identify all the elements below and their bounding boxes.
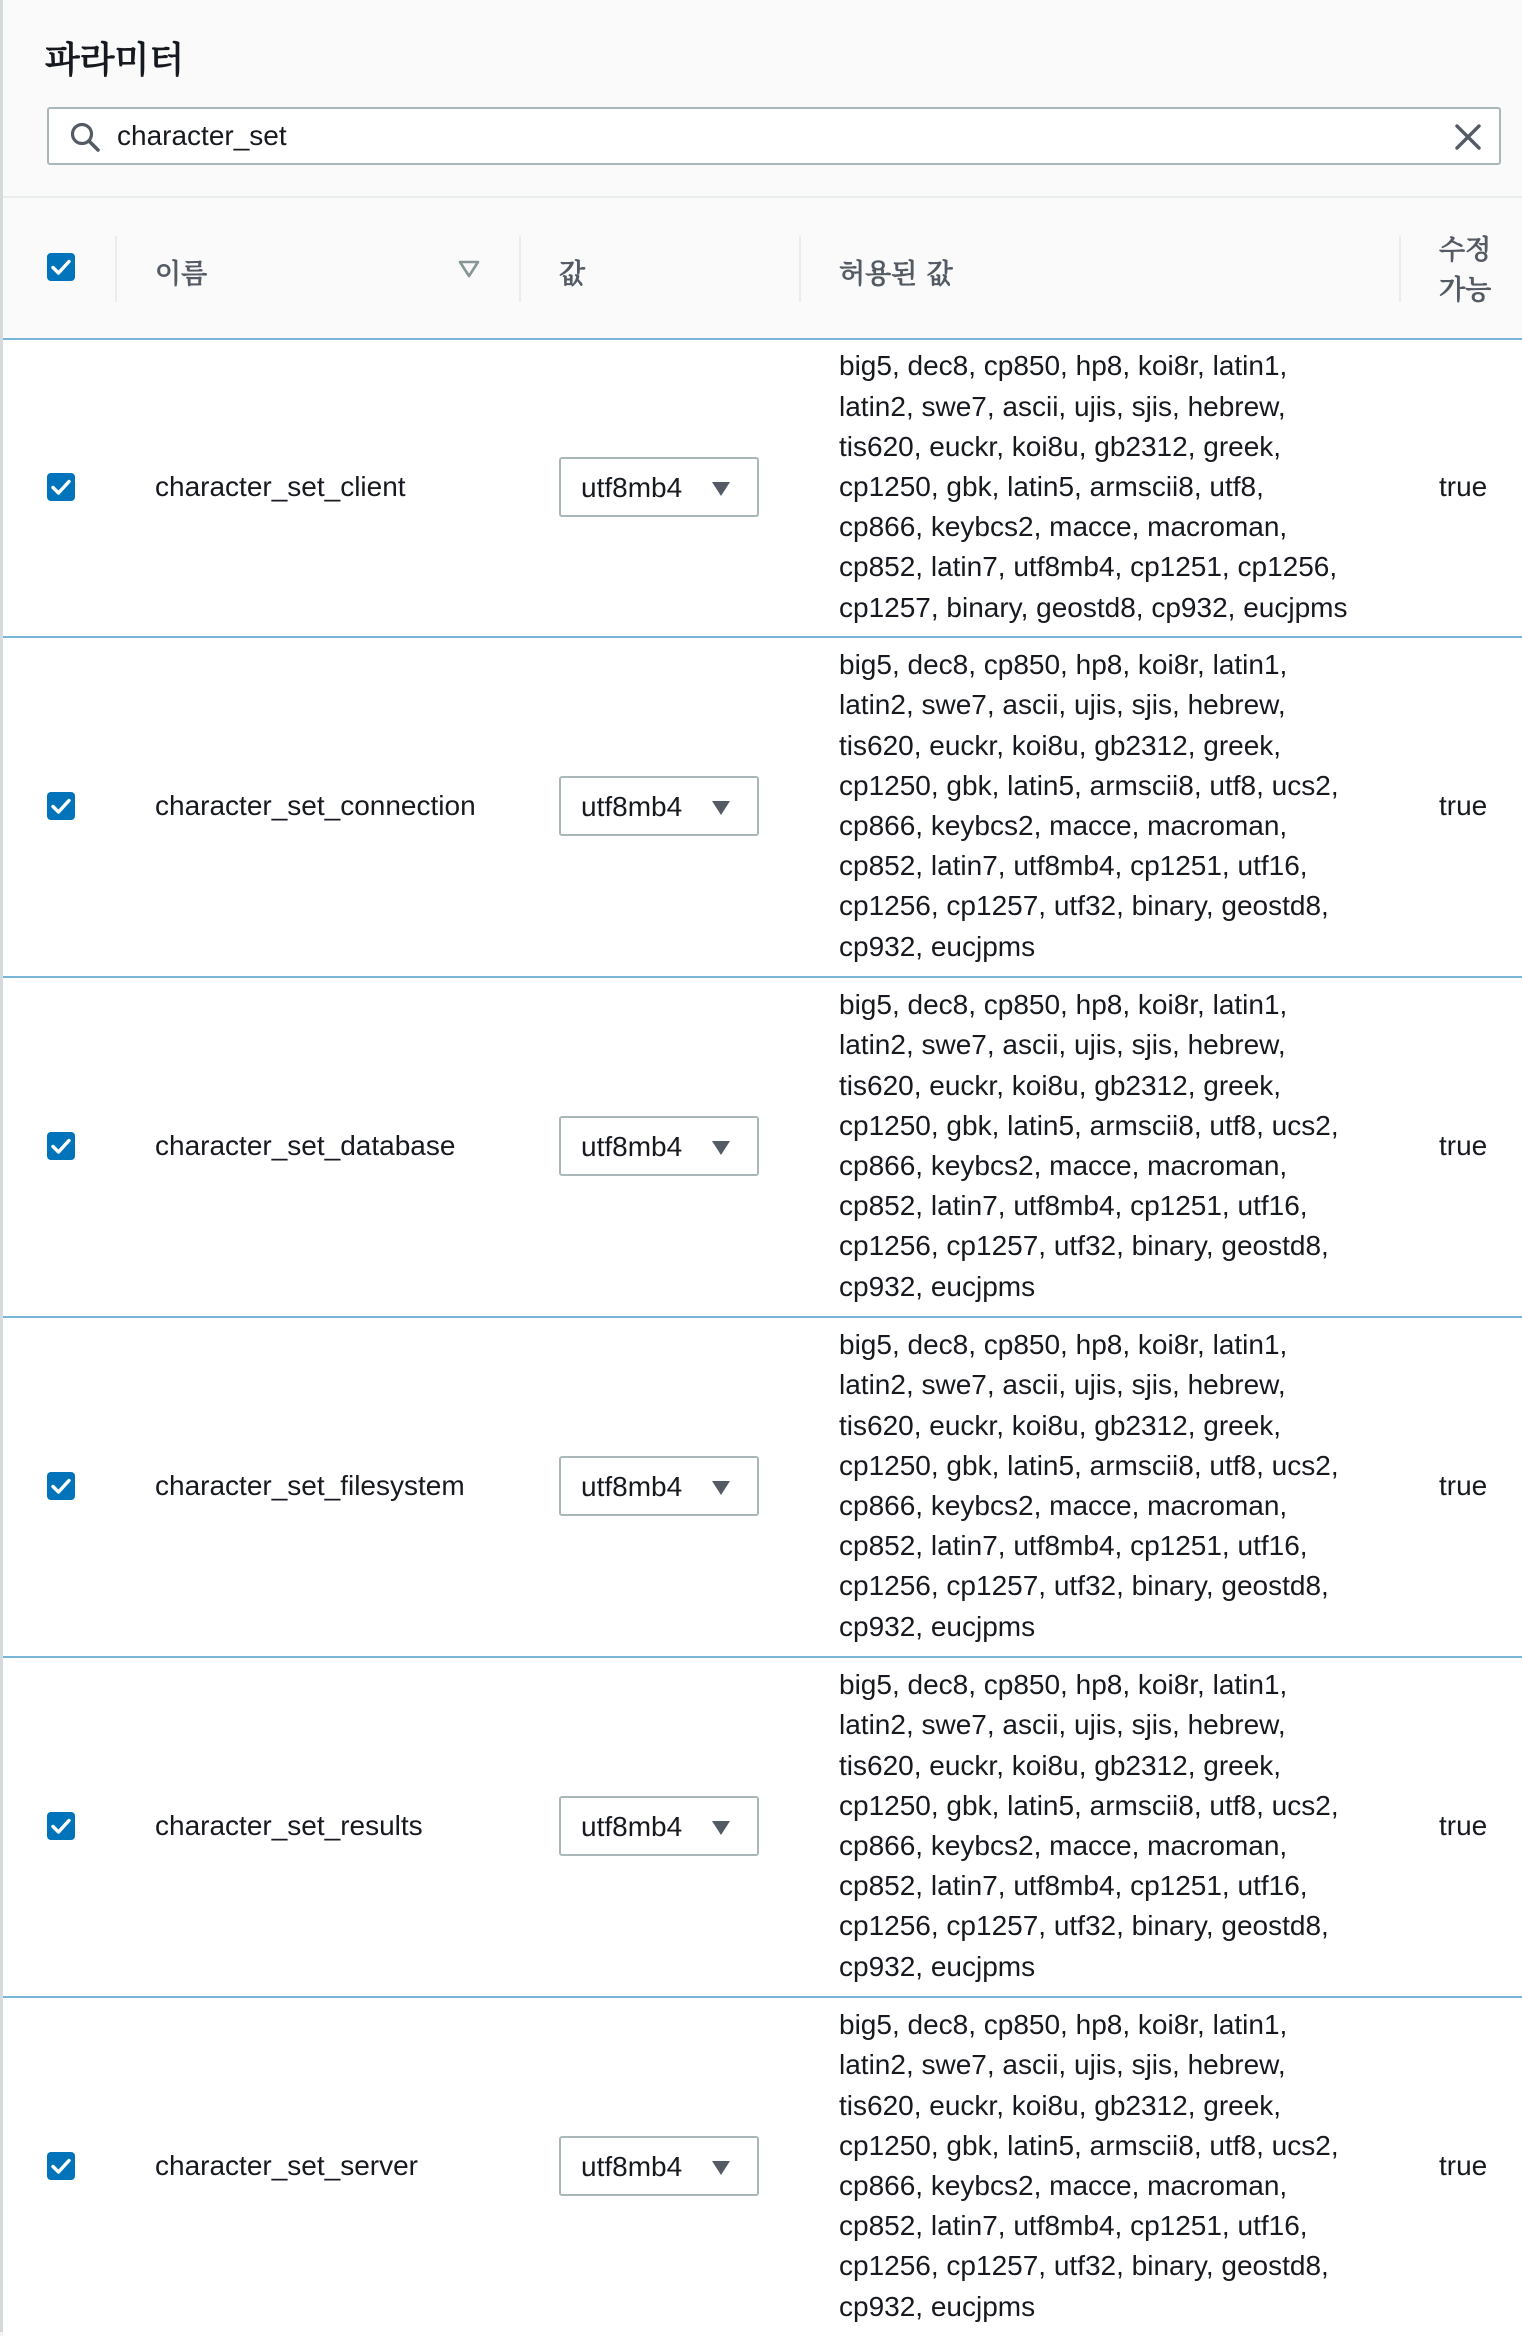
allowed-values-line: cp932, eucjpms <box>839 1610 1036 1642</box>
allowed-values-line: cp866, keybcs2, macce, macroman, <box>839 1150 1288 1181</box>
search-field[interactable] <box>47 107 1501 165</box>
allowed-values-line: cp852, latin7, utf8mb4, cp1251, utf16, <box>839 1190 1308 1222</box>
allowed-values-line: cp1256, cp1257, utf32, binary, geostd8, <box>839 1230 1329 1262</box>
value-select[interactable] <box>559 457 759 517</box>
table-row[interactable] <box>3 1996 1522 2336</box>
allowed-values-line: cp932, eucjpms <box>839 1950 1036 1982</box>
caret-down-icon <box>711 2160 731 2176</box>
allowed-values-line: tis620, euckr, koi8u, gb2312, greek, <box>839 1749 1282 1781</box>
allowed-values-line: latin2, swe7, ascii, ujis, sjis, hebrew, <box>839 1709 1286 1741</box>
allowed-values-line: tis620, euckr, koi8u, gb2312, greek, <box>839 1069 1282 1101</box>
caret-down-icon <box>711 481 731 497</box>
allowed-values-line: latin2, swe7, ascii, ujis, sjis, hebrew, <box>839 689 1286 721</box>
allowed-values-line: cp866, keybcs2, macce, macroman, <box>839 1830 1288 1861</box>
check-icon <box>47 2152 75 2180</box>
allowed-values-line: big5, dec8, cp850, hp8, koi8r, latin1, <box>839 1669 1288 1701</box>
allowed-values-line: cp932, eucjpms <box>839 930 1036 962</box>
allowed-values <box>839 346 1379 627</box>
table-header <box>3 198 1522 340</box>
column-header-value: 값 <box>559 259 586 290</box>
select-value: utf8mb4 <box>581 1471 683 1502</box>
modifiable-value: true <box>1439 790 1488 821</box>
panel-header <box>3 0 1522 198</box>
value-select[interactable] <box>559 2136 759 2196</box>
allowed-values-line: cp1256, cp1257, utf32, binary, geostd8, <box>839 1910 1329 1942</box>
select-value: utf8mb4 <box>581 1131 683 1162</box>
search-input[interactable] <box>117 117 1417 155</box>
check-icon <box>47 1812 75 1840</box>
select-value: utf8mb4 <box>581 472 683 503</box>
allowed-values <box>839 1665 1379 1987</box>
allowed-values <box>839 1325 1379 1647</box>
check-icon <box>47 792 75 820</box>
column-divider <box>519 236 521 302</box>
allowed-values-line: cp852, latin7, utf8mb4, cp1251, utf16, <box>839 2210 1308 2242</box>
row-checkbox[interactable] <box>47 1812 75 1840</box>
sort-descending-icon[interactable] <box>458 258 480 280</box>
allowed-values-line: big5, dec8, cp850, hp8, koi8r, latin1, <box>839 649 1288 681</box>
caret-down-icon <box>711 1140 731 1156</box>
allowed-values-line: cp852, latin7, utf8mb4, cp1251, cp1256, <box>839 551 1338 583</box>
allowed-values-line: cp932, eucjpms <box>839 1270 1036 1302</box>
table-row[interactable] <box>3 636 1522 976</box>
select-all-checkbox[interactable] <box>47 253 75 281</box>
check-icon <box>47 1132 75 1160</box>
allowed-values-line: cp866, keybcs2, macce, macroman, <box>839 511 1288 543</box>
column-divider <box>115 236 117 302</box>
allowed-values-line: big5, dec8, cp850, hp8, koi8r, latin1, <box>839 2009 1288 2041</box>
allowed-values-line: cp866, keybcs2, macce, macroman, <box>839 810 1288 841</box>
select-value: utf8mb4 <box>581 791 683 822</box>
table-row[interactable] <box>3 1316 1522 1656</box>
column-divider <box>1399 236 1401 302</box>
row-checkbox[interactable] <box>47 2152 75 2180</box>
parameter-name: character_set_results <box>155 1810 423 1841</box>
allowed-values-line: cp1250, gbk, latin5, armscii8, utf8, <box>839 470 1264 502</box>
parameter-name: character_set_connection <box>155 790 476 821</box>
allowed-values <box>839 645 1379 967</box>
allowed-values-line: cp1250, gbk, latin5, armscii8, utf8, ucs2, <box>839 1789 1339 1821</box>
allowed-values-line: cp1250, gbk, latin5, armscii8, utf8, ucs2, <box>839 1449 1339 1481</box>
check-icon <box>47 473 75 501</box>
check-icon <box>47 1472 75 1500</box>
allowed-values-line: cp866, keybcs2, macce, macroman, <box>839 1490 1288 1521</box>
row-checkbox[interactable] <box>47 1132 75 1160</box>
allowed-values-line: tis620, euckr, koi8u, gb2312, greek, <box>839 1409 1282 1441</box>
modifiable-value: true <box>1439 1470 1488 1501</box>
modifiable-value: true <box>1439 1810 1488 1841</box>
allowed-values-line: cp1256, cp1257, utf32, binary, geostd8, <box>839 1570 1329 1602</box>
row-checkbox[interactable] <box>47 792 75 820</box>
value-select[interactable] <box>559 1796 759 1856</box>
allowed-values-line: latin2, swe7, ascii, ujis, sjis, hebrew, <box>839 390 1286 422</box>
allowed-values-line: big5, dec8, cp850, hp8, koi8r, latin1, <box>839 1329 1288 1361</box>
allowed-values <box>839 985 1379 1307</box>
caret-down-icon <box>711 800 731 816</box>
value-select[interactable] <box>559 776 759 836</box>
parameter-name: character_set_filesystem <box>155 1470 465 1501</box>
column-header-modifiable-line1: 수정 <box>1439 235 1492 266</box>
value-select[interactable] <box>559 1456 759 1516</box>
select-value: utf8mb4 <box>581 1811 683 1842</box>
allowed-values-line: tis620, euckr, koi8u, gb2312, greek, <box>839 2089 1282 2121</box>
allowed-values-line: cp852, latin7, utf8mb4, cp1251, utf16, <box>839 1870 1308 1902</box>
parameter-name: character_set_database <box>155 1130 456 1161</box>
allowed-values-line: cp1256, cp1257, utf32, binary, geostd8, <box>839 890 1329 922</box>
modifiable-value: true <box>1439 1130 1488 1161</box>
allowed-values-line: cp1250, gbk, latin5, armscii8, utf8, ucs2, <box>839 2129 1339 2161</box>
allowed-values-line: cp1257, binary, geostd8, cp932, eucjpms <box>839 591 1348 623</box>
close-icon[interactable] <box>1453 122 1483 152</box>
allowed-values-line: cp852, latin7, utf8mb4, cp1251, utf16, <box>839 1530 1308 1562</box>
allowed-values-line: big5, dec8, cp850, hp8, koi8r, latin1, <box>839 350 1288 382</box>
column-header-modifiable-line2: 가능 <box>1439 275 1492 306</box>
allowed-values-line: latin2, swe7, ascii, ujis, sjis, hebrew, <box>839 1369 1286 1401</box>
parameter-name: character_set_server <box>155 2150 419 2181</box>
allowed-values-line: cp1256, cp1257, utf32, binary, geostd8, <box>839 2250 1329 2282</box>
column-divider <box>799 236 801 302</box>
check-icon <box>47 253 75 281</box>
allowed-values-line: cp1250, gbk, latin5, armscii8, utf8, ucs2, <box>839 769 1339 801</box>
column-header-name[interactable]: 이름 <box>155 259 208 290</box>
allowed-values-line: tis620, euckr, koi8u, gb2312, greek, <box>839 430 1282 462</box>
page-title: 파라미터 <box>45 40 185 81</box>
parameter-name: character_set_client <box>155 471 406 502</box>
allowed-values-line: big5, dec8, cp850, hp8, koi8r, latin1, <box>839 989 1288 1021</box>
row-checkbox[interactable] <box>47 1472 75 1500</box>
modifiable-value: true <box>1439 2150 1488 2181</box>
allowed-values-line: cp1250, gbk, latin5, armscii8, utf8, ucs2, <box>839 1109 1339 1141</box>
allowed-values-line: cp866, keybcs2, macce, macroman, <box>839 2170 1288 2201</box>
table-row[interactable] <box>3 338 1522 636</box>
allowed-values <box>839 2005 1379 2327</box>
row-checkbox[interactable] <box>47 473 75 501</box>
allowed-values-line: latin2, swe7, ascii, ujis, sjis, hebrew, <box>839 2049 1286 2081</box>
value-select[interactable] <box>559 1116 759 1176</box>
modifiable-value: true <box>1439 471 1488 502</box>
allowed-values-line: tis620, euckr, koi8u, gb2312, greek, <box>839 729 1282 761</box>
table-row[interactable] <box>3 1656 1522 1996</box>
select-value: utf8mb4 <box>581 2151 683 2182</box>
caret-down-icon <box>711 1480 731 1496</box>
column-header-allowed-values: 허용된 값 <box>839 259 953 290</box>
allowed-values-line: cp852, latin7, utf8mb4, cp1251, utf16, <box>839 850 1308 882</box>
search-icon <box>69 121 101 153</box>
allowed-values-line: cp932, eucjpms <box>839 2290 1036 2322</box>
caret-down-icon <box>711 1820 731 1836</box>
allowed-values-line: latin2, swe7, ascii, ujis, sjis, hebrew, <box>839 1029 1286 1061</box>
table-row[interactable] <box>3 976 1522 1316</box>
